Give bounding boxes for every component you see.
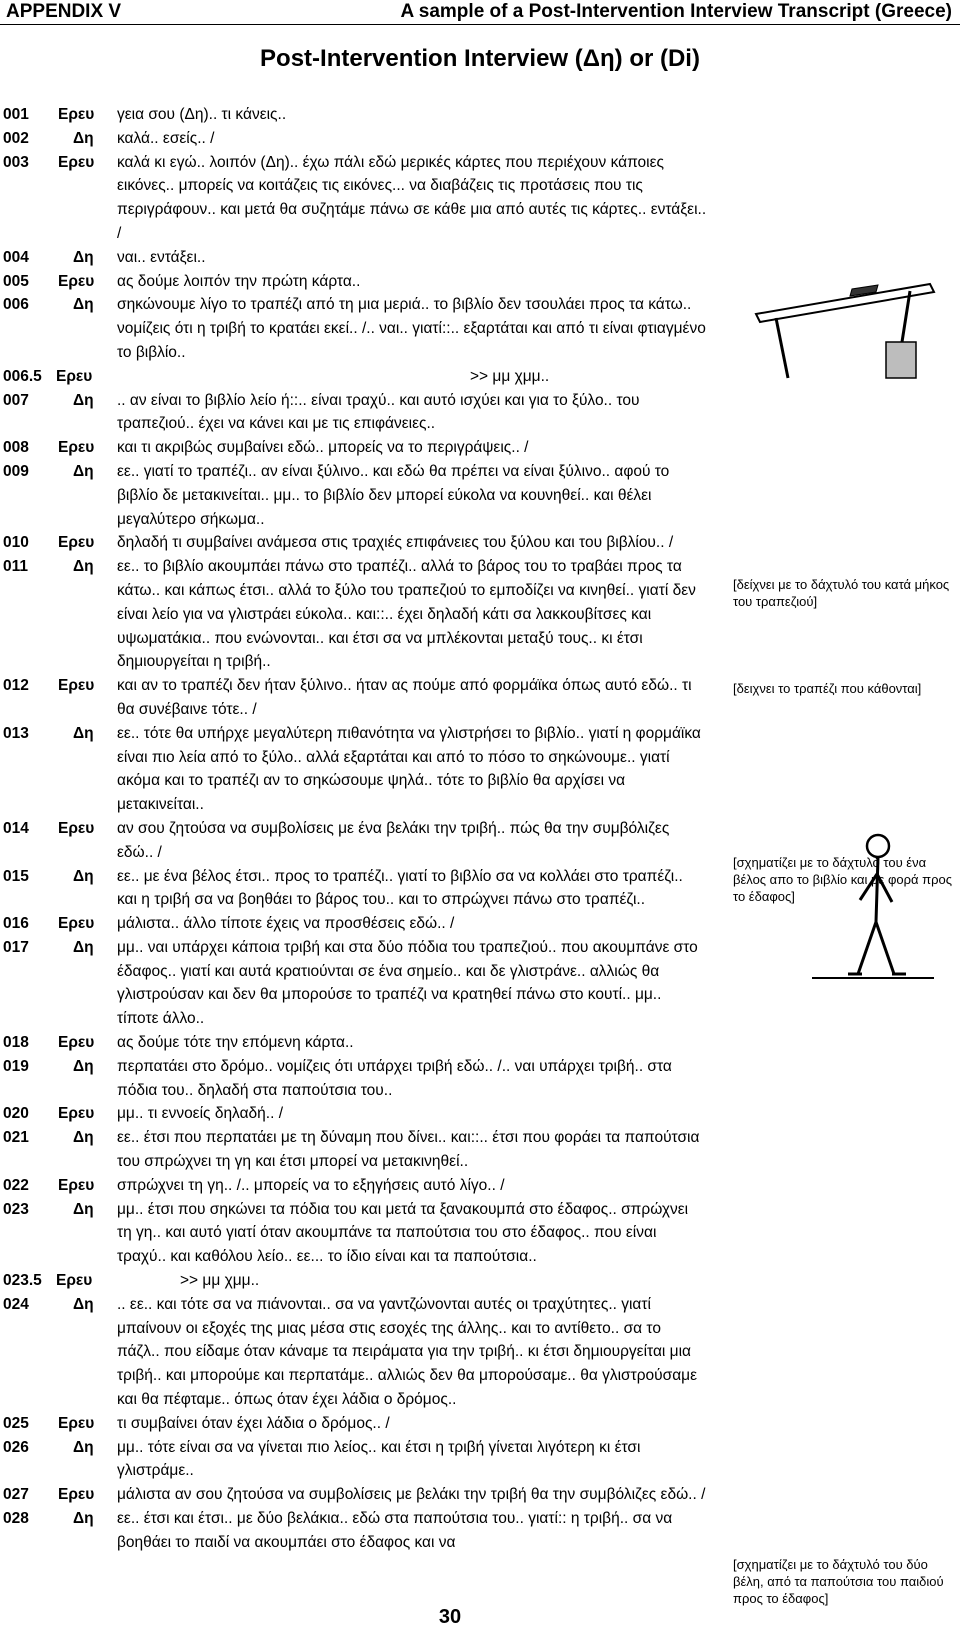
transcript-line [0,436,960,460]
page-title: Post-Intervention Interview (Δη) or (Di) [260,45,700,72]
line-number: 026 [3,1438,29,1456]
utterance: μμ.. τότε είναι σα να γίνεται πιο λείος.. και έτσι η τριβή γίνεται λιγότερη κι έτσι γλιστράμε.. [117,1438,641,1480]
transcript-line [0,722,960,817]
line-number: 024 [3,1295,29,1313]
transcript-line [0,1055,960,1103]
utterance: μμ.. έτσι που σηκώνει τα πόδια του και μετά τα ξανακουμπά στο έδαφος.. σπρώχνει τη γη.. και αυτό γιατί όταν ακουμπάνε τα παπούτσια του στο έδαφος.. που είναι τραχύ.. και καθόλου λείο.. εε... το ίδιο είναι και τα παπούτσια.. [117,1200,689,1266]
line-number: 018 [3,1034,29,1052]
line-number: 008 [3,439,29,457]
utterance: εε.. έτσι που περπατάει με τη δύναμη που δίνει.. και::.. έτσι που φοράει τα παπούτσια του σπρώχνει τη γη και έτσι μπορεί να μετακινηθεί.. [117,1129,700,1171]
transcript-line [0,1436,960,1484]
line-number: 028 [3,1510,29,1528]
speaker: Δη [73,1129,94,1147]
transcript-line [0,460,960,531]
utterance: μμ.. τι εννοείς δηλαδή.. / [117,1105,284,1123]
transcript-line [0,1483,960,1507]
speaker: Ερευ [58,534,95,552]
utterance: καλά κι εγώ.. λοιπόν (Δη).. έχω πάλι εδώ μερικές κάρτες που περιέχουν κάποιες εικόνες.. μπορείς να κοιτάζεις τις εικόνες... να διαβάζεις τις προτάσεις που τις περιγράφουν.. και μετά θα συζητάμε πάνω σε κάθε μια από αυτές τις κάρτες.. εντάξει.. / [117,153,707,242]
speaker: Δη [73,1510,94,1528]
line-number: 012 [3,677,29,695]
utterance: εε.. γιατί το τραπέζι.. αν είναι ξύλινο.. και εδώ θα πρέπει να είναι ξύλινο.. αφού το βιβλίο δε μετακινείται.. μμ.. το βιβλίο δεν μπορεί εύκολα να κουνηθεί.. και θέλει μεγαλύτερο σήκωμα.. [117,462,670,528]
transcript-line [0,1031,960,1055]
speaker: Ερευ [58,106,95,123]
utterance: εε.. με ένα βέλος έτσι.. προς το τραπέζι.. γιατί το βιβλίο σα να κολλάει στο τραπέζι.. και η τριβή σα να βοηθάει το βάρος του.. και το σπρώχνει πάνω στο τραπέζι.. [117,867,683,909]
line-number: 025 [3,1414,29,1432]
utterance: >> μμ χμμ.. [180,1272,260,1290]
speaker: Ερευ [58,439,95,457]
appendix-label: APPENDIX V [6,1,122,22]
speaker: Δη [73,296,94,314]
speaker: Δη [73,1295,94,1313]
utterance: και αν το τραπέζι δεν ήταν ξύλινο.. ήταν ας πούμε από φορμάϊκα όπως αυτό εδώ.. τι θα συνέβαινε τότε.. / [117,677,692,718]
utterance: γεια σου (Δη).. τι κάνεις.. [117,106,287,123]
speaker: Δη [73,129,94,147]
utterance: καλά.. εσείς.. / [117,129,215,147]
utterance: ναι.. εντάξει.. [117,248,206,266]
line-number: 001 [3,106,29,123]
speaker: Ερευ [56,1272,93,1290]
line-number: 022 [3,1176,29,1194]
utterance: >> μμ χμμ.. [470,367,550,385]
line-number: 002 [3,129,29,147]
line-number: 006 [3,296,29,314]
utterance: ας δούμε λοιπόν την πρώτη κάρτα.. [117,272,361,290]
line-number: 011 [3,558,29,576]
utterance: δηλαδή τι συμβαίνει ανάμεσα στις τραχιές επιφάνειες του ξύλου και του βιβλίου.. / [117,534,674,552]
transcript-line [0,1102,960,1126]
annotation-note: [δειχνει το τραπέζι που κάθονται] [733,681,922,696]
utterance: .. αν είναι το βιβλίο λείο ή::.. είναι τραχύ.. και αυτό ισχύει και για το ξύλο.. του τραπεζιού.. έχει να κάνει και με τις επιφάνειες.. [117,391,640,433]
transcript-line [0,151,960,246]
line-number: 020 [3,1105,29,1123]
line-number: 016 [3,915,29,933]
utterance: τι συμβαίνει όταν έχει λάδια ο δρόμος.. / [117,1414,390,1432]
transcript-line [0,1412,960,1436]
line-number: 003 [3,153,29,171]
line-number: 010 [3,534,29,552]
line-number: 015 [3,867,29,885]
transcript-line [0,389,960,437]
speaker: Δη [73,391,94,409]
transcript-line [0,1269,960,1293]
transcript-line [0,1293,960,1412]
speaker: Δη [73,1057,94,1075]
page-number: 30 [438,1606,462,1628]
line-number: 023 [3,1200,29,1218]
annotation-note: [σχηματίζει με το δάχτυλό του ένα βέλος απο το βιβλίο και με φορά προς το έδαφος] [733,855,952,904]
line-number: 017 [3,938,29,956]
transcript-line [0,531,960,555]
line-number: 014 [3,819,29,837]
annotation-note: [σχηματίζει με το δάχτυλό του δύο βέλη, από τα παπούτσια του παιδιού προς το έδαφος] [733,1557,944,1606]
transcript-line [0,1174,960,1198]
speaker: Δη [73,248,94,266]
utterance: εε.. τότε θα υπήρχε μεγαλύτερη πιθανότητα να γλιστρήσει το βιβλίο.. γιατί η φορμάϊκα είναι πιο λεία από το ξύλο.. αλλά εξαρτάται και από το πόσο το σηκώνουμε.. γιατί ακόμα και το τραπέζι αν το σηκώσουμε ψηλά.. τότε το βιβλίο θα αρχίσει να μετακινείται.. [117,724,701,814]
speaker: Δη [73,462,94,480]
speaker: Ερευ [58,1034,95,1052]
speaker: Ερευ [58,915,95,933]
utterance: ας δούμε τότε την επόμενη κάρτα.. [117,1034,354,1052]
line-number: 027 [3,1486,29,1504]
utterance: και τι ακριβώς συμβαίνει εδώ.. μπορείς να το περιγράψεις.. / [117,439,529,457]
utterance: εε.. το βιβλίο ακουμπάει πάνω στο τραπέζι.. αλλά το βάρος του το τραβάει προς τα κάτω.. και κάπως έτσι.. αλλά το ξύλο του τραπεζιού το εμποδίζει να κινηθεί.. γιατί δεν είναι λείο για να γλιστράει εύκολα.. και::.. έχει δηλαδή κάτι σα λακκουβίτσες και υψωματάκια.. που ενώνονται.. και έτσι σα να μπλέκονται μεταξύ τους.. κι έτσι δημιουργείται η τριβή.. [117,558,696,671]
utterance: μάλιστα.. άλλο τίποτε έχεις να προσθέσεις εδώ.. / [117,915,455,933]
line-number: 019 [3,1057,29,1075]
speaker: Ερευ [58,677,95,695]
utterance: αν σου ζητούσα να συμβολίσεις με ένα βελάκι την τριβή.. πώς θα την συμβόλιζες εδώ.. / [117,819,670,861]
header-rule [0,24,960,25]
speaker: Ερευ [58,1486,95,1504]
utterance: περπατάει στο δρόμο.. νομίζεις ότι υπάρχει τριβή εδώ.. /.. ναι υπάρχει τριβή.. στα πόδια του.. δηλαδή στα παπούτσια του.. [117,1057,672,1099]
page-subtitle: A sample of a Post-Intervention Interview Transcript (Greece) [400,1,952,22]
utterance: μάλιστα αν σου ζητούσα να συμβολίσεις με βελάκι την τριβή θα την συμβόλιζες εδώ.. / [117,1486,706,1504]
line-number: 009 [3,462,29,480]
transcript-line [0,555,960,674]
transcript-line [0,246,960,270]
speaker: Δη [73,938,94,956]
transcript-line [0,1126,960,1174]
utterance: σηκώνουμε λίγο το τραπέζι από τη μια μεριά.. το βιβλίο δεν τσουλάει προς τα κάτω.. νομίζεις ότι η τριβή το κρατάει εκεί.. /.. ναι.. γιατί::.. εξαρτάται και από τι είναι φτιαγμένο το βιβλίο.. [117,296,706,361]
transcript-line [0,127,960,151]
speaker: Ερευ [56,367,93,385]
speaker: Ερευ [58,1176,95,1194]
line-number: 023.5 [3,1272,42,1290]
line-number: 006.5 [3,367,42,385]
speaker: Ερευ [58,819,95,837]
speaker: Ερευ [58,1105,95,1123]
speaker: Δη [73,558,94,576]
tilted-table-illustration [752,270,942,380]
line-number: 005 [3,272,29,290]
speaker: Δη [73,724,94,742]
line-number: 021 [3,1129,29,1147]
speaker: Ερευ [58,1414,95,1432]
line-number: 007 [3,391,29,409]
utterance: σπρώχνει τη γη.. /.. μπορείς να το εξηγήσεις αυτό λίγο.. / [117,1176,505,1194]
speaker: Δη [73,867,94,885]
transcript-line [0,103,960,127]
speaker: Ερευ [58,153,95,171]
speaker: Δη [73,1438,94,1456]
utterance: .. εε.. και τότε σα να πιάνονται.. σα να γαντζώνονται αυτές οι τραχύτητες.. γιατί μπαίνουν οι εξοχές της μιας μέσα στις εσοχές της άλλης.. και το αντίθετο.. σα το πάζλ.. που είδαμε όταν κάναμε τα πειράματα για την τριβή.. κι έτσι δημιουργείται μια τριβή.. και μπορούμε και περπατάμε.. αλλιώς δεν θα μπορούσαμε.. θα γλιστρούσαμε και θα πέφταμε.. όπως όταν έχει λάδια ο δρόμος.. [117,1295,698,1409]
line-number: 004 [3,248,29,266]
utterance: εε.. έτσι και έτσι.. με δύο βελάκια.. εδώ στα παπούτσια του.. γιατί:: η τριβή.. σα να βοηθάει το παιδί να ακουμπάει στο έδαφος και να [117,1510,673,1551]
annotation-note: [δείχνει με το δάχτυλό του κατά μήκος του τραπεζιού] [733,577,950,609]
speaker: Ερευ [58,272,95,290]
transcript-line [0,1198,960,1269]
transcript-line [0,1507,960,1555]
utterance: μμ.. ναι υπάρχει κάποια τριβή και στα δύο πόδια του τραπεζιού.. που ακουμπάνε στο έδαφος.. γιατί και αυτά κρατιούνται σε ένα σημείο.. και δε γλιστράνε.. αλλιώς θα γλιστρούσαν και δεν θα μπορούσε το τραπέζι να κρατηθεί πάνω στο κουτί.. μμ.. τίποτε άλλο.. [117,938,698,1028]
line-number: 013 [3,724,29,742]
speaker: Δη [73,1200,94,1218]
